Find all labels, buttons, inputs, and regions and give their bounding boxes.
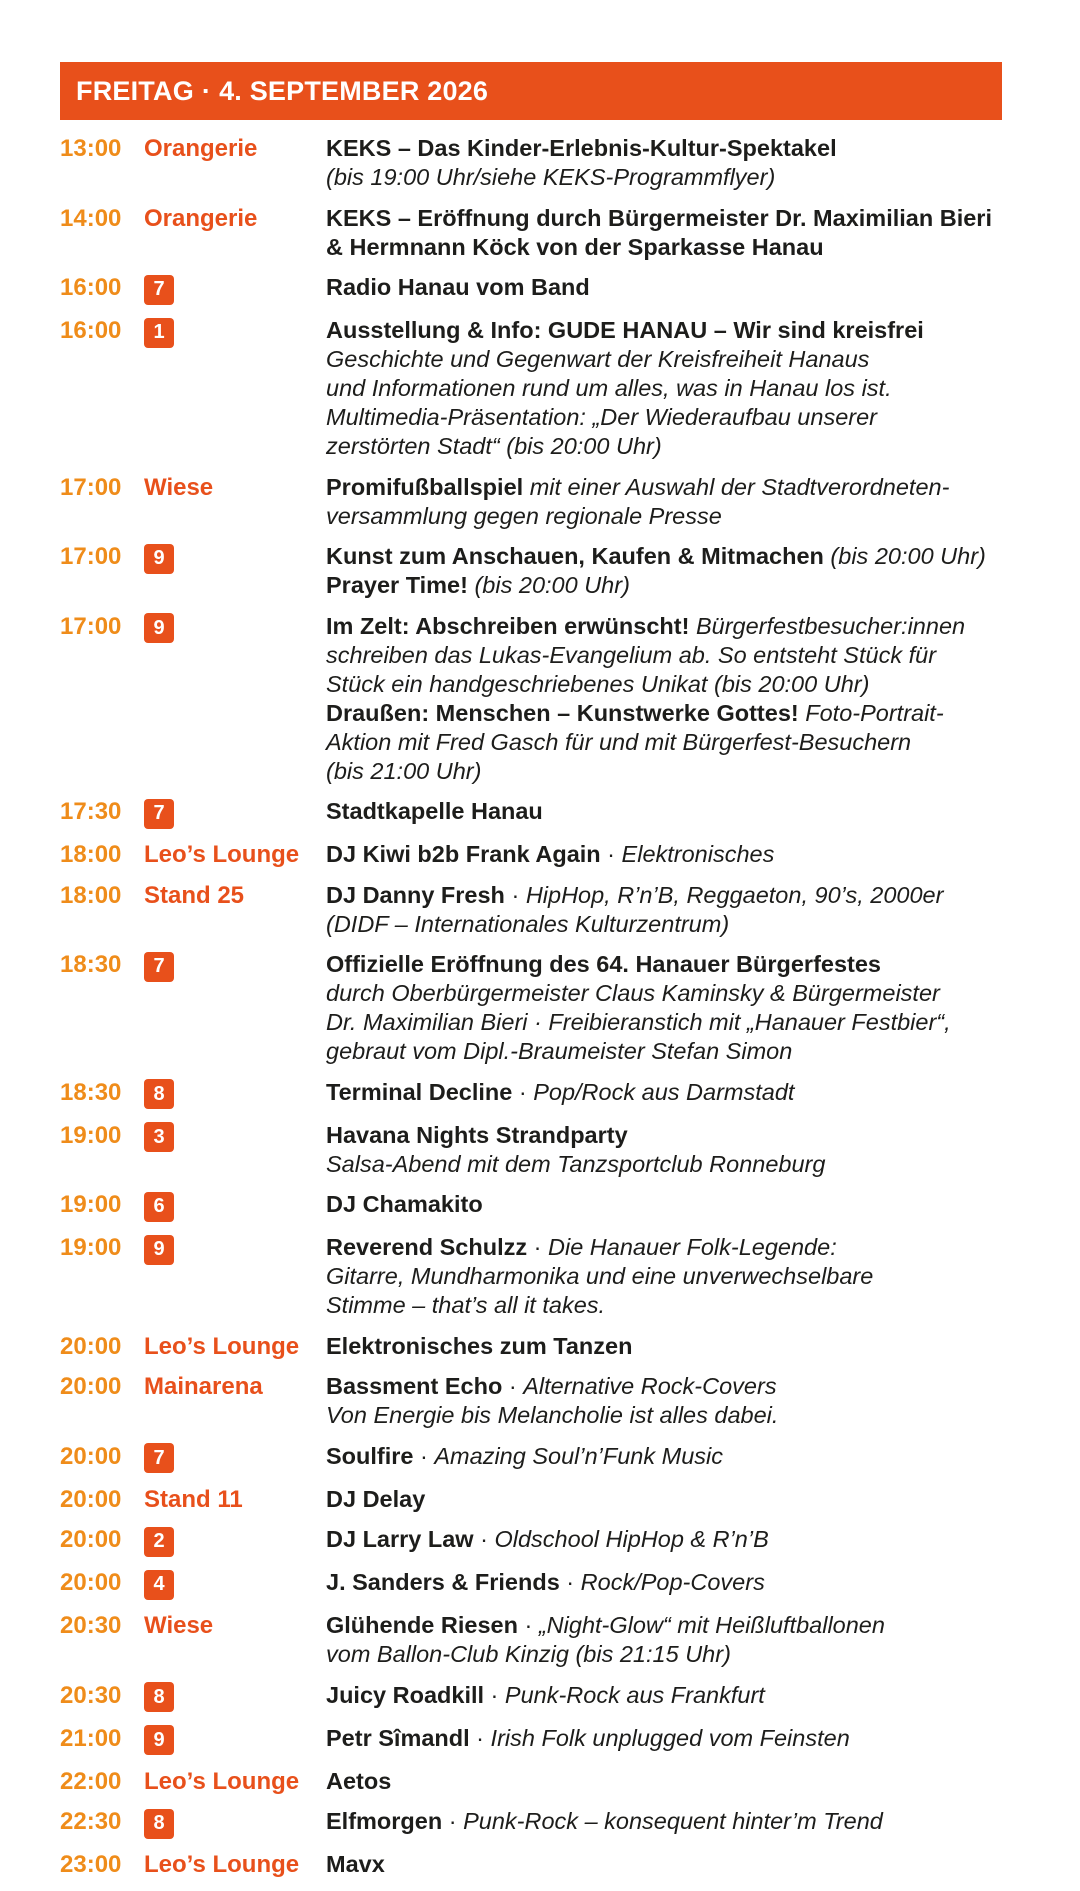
description-line [326, 840, 1020, 869]
event-row [60, 542, 1020, 600]
event-detail: Gitarre, Mundharmonika und eine unverwechselbare [326, 1263, 874, 1289]
event-detail: (DIDF – Internationales Kulturzentrum) [326, 910, 730, 937]
stage-number-badge: 7 [144, 952, 174, 982]
event-description [326, 612, 1020, 786]
event-detail: versammlung gegen regionale Presse [326, 502, 722, 529]
separator-dot: · [517, 1612, 539, 1638]
event-location [144, 1724, 326, 1756]
event-row [60, 797, 1020, 829]
description-line [326, 571, 1020, 600]
description-line [326, 1372, 1020, 1401]
description-line [326, 1037, 1020, 1066]
event-title: Reverend Schulzz [326, 1234, 528, 1260]
event-time: 20:00 [60, 1569, 122, 1596]
description-line [326, 699, 1020, 728]
event-title: Im Zelt: Abschreiben erwünscht! [326, 612, 690, 639]
event-location: Wiese [144, 1612, 214, 1639]
event-row [60, 1121, 1020, 1179]
event-description [326, 950, 1020, 1066]
event-title: Aetos [326, 1767, 392, 1794]
event-time: 20:00 [60, 1526, 122, 1553]
event-location: Stand 25 [144, 881, 245, 909]
event-time: 22:30 [60, 1808, 122, 1835]
event-detail: Foto-Portrait- [798, 699, 944, 726]
day-header [60, 62, 1002, 120]
event-title: KEKS – Das Kinder-Erlebnis-Kultur-Spektakel [326, 135, 837, 161]
event-list [60, 134, 1020, 1891]
event-description [326, 1121, 1020, 1179]
event-title: DJ Chamakito [326, 1191, 483, 1217]
description-line [326, 1291, 1020, 1320]
header-separator: · [201, 75, 212, 106]
event-description [326, 881, 1020, 939]
event-title: Havana Nights Strandparty [326, 1121, 628, 1148]
description-line [326, 910, 1020, 939]
event-time: 19:00 [60, 1234, 122, 1261]
event-title: Petr Sîmandl [326, 1724, 470, 1751]
event-time: 20:00 [60, 1373, 122, 1400]
event-time: 18:00 [60, 881, 122, 909]
header-date: 4. SEPTEMBER 2026 [219, 75, 489, 106]
description-line [326, 950, 1020, 979]
event-location [144, 1078, 326, 1110]
separator-dot: · [442, 1808, 464, 1834]
event-detail: zerstörten Stadt“ (bis 20:00 Uhr) [326, 433, 662, 459]
event-detail: Punk-Rock aus Frankfurt [504, 1681, 765, 1708]
event-detail: „Night-Glow“ mit Heißluftballonen [538, 1612, 885, 1638]
event-time: 17:00 [60, 612, 122, 640]
description-line [326, 473, 1020, 502]
event-time: 20:30 [60, 1681, 122, 1709]
event-description [326, 1611, 1020, 1669]
event-time: 18:30 [60, 1078, 122, 1106]
stage-number-badge: 7 [144, 799, 174, 829]
event-row [60, 1078, 1020, 1110]
event-detail: Bürgerfestbesucher:innen [689, 612, 966, 639]
event-title: KEKS – Eröffnung durch Bürgermeister Dr. Maximilian Bieri [326, 204, 992, 231]
description-line [326, 1807, 1020, 1836]
description-line [326, 1190, 1020, 1219]
event-row [60, 840, 1020, 869]
event-description [326, 840, 1020, 869]
header-day: FREITAG [76, 75, 194, 106]
description-line [326, 1640, 1020, 1669]
event-detail: Stück ein handgeschriebenes Unikat (bis 20:00 Uhr) [326, 670, 870, 697]
event-location [144, 316, 326, 461]
event-row [60, 1767, 1020, 1796]
event-detail: (bis 19:00 Uhr/siehe KEKS-Programmflyer) [326, 164, 776, 190]
event-location [144, 542, 326, 600]
description-line [326, 374, 1020, 403]
event-title: DJ Larry Law [326, 1526, 474, 1552]
event-time: 17:00 [60, 543, 122, 570]
event-row [60, 881, 1020, 939]
description-line [326, 542, 1020, 571]
event-title: Elektronisches zum Tanzen [326, 1332, 633, 1359]
event-location: Leo’s Lounge [144, 1851, 300, 1878]
event-title: Draußen: Menschen – Kunstwerke Gottes! [326, 699, 799, 726]
event-detail: Stimme – that’s all it takes. [326, 1292, 606, 1318]
event-row [60, 1485, 1020, 1514]
event-detail: HipHop, R’n’B, Reggaeton, 90’s, 2000er [525, 881, 944, 908]
event-description [326, 542, 1020, 600]
event-description [326, 1442, 1020, 1474]
description-line [326, 432, 1020, 461]
description-line [326, 797, 1020, 826]
event-detail: durch Oberbürgermeister Claus Kaminsky & Bürgermeister [326, 980, 940, 1006]
description-line [326, 1442, 1020, 1471]
description-line [326, 641, 1020, 670]
event-detail: Salsa-Abend mit dem Tanzsportclub Ronneburg [326, 1150, 826, 1177]
event-row [60, 1190, 1020, 1222]
event-time: 16:00 [60, 317, 122, 344]
event-location [144, 1121, 326, 1179]
event-row [60, 204, 1020, 262]
separator-dot: · [473, 1526, 495, 1552]
description-line [326, 979, 1020, 1008]
separator-dot: · [413, 1442, 435, 1469]
event-description [326, 1767, 1020, 1796]
event-row [60, 1724, 1020, 1756]
event-time: 18:30 [60, 951, 122, 978]
event-title: & Hermnann Köck von der Sparkasse Hanau [326, 233, 824, 260]
event-detail: Von Energie bis Melancholie ist alles dabei. [326, 1402, 779, 1428]
description-line [326, 1525, 1020, 1554]
event-description [326, 1078, 1020, 1110]
event-detail: Die Hanauer Folk-Legende: [548, 1234, 837, 1260]
stage-number-badge: 9 [144, 544, 174, 574]
event-detail: (bis 21:00 Uhr) [326, 757, 482, 784]
description-line [326, 403, 1020, 432]
event-detail: Rock/Pop-Covers [580, 1569, 765, 1595]
stage-number-badge: 4 [144, 1570, 174, 1600]
separator-dot: · [504, 881, 526, 908]
event-detail: mit einer Auswahl der Stadtverordneten- [523, 473, 950, 500]
event-location: Stand 11 [144, 1485, 243, 1513]
event-detail: Elektronisches [621, 841, 775, 867]
description-line [326, 1724, 1020, 1753]
description-line [326, 345, 1020, 374]
event-row [60, 950, 1020, 1066]
event-row [60, 1850, 1020, 1879]
description-line [326, 134, 1020, 163]
event-detail: vom Ballon-Club Kinzig (bis 21:15 Uhr) [326, 1641, 731, 1667]
description-line [326, 1262, 1020, 1291]
event-location [144, 1233, 326, 1320]
event-location: Orangerie [144, 135, 258, 162]
event-time: 20:00 [60, 1485, 122, 1513]
event-title: Terminal Decline [326, 1078, 513, 1105]
event-row [60, 1807, 1020, 1839]
description-line [326, 1681, 1020, 1710]
description-line [326, 1401, 1020, 1430]
description-line [326, 316, 1020, 345]
event-row [60, 1332, 1020, 1361]
event-detail: Alternative Rock-Covers [523, 1373, 777, 1399]
description-line [326, 273, 1020, 302]
event-detail: Aktion mit Fred Gasch für und mit Bürgerfest-Besuchern [326, 728, 912, 755]
event-detail: Irish Folk unplugged vom Feinsten [490, 1724, 850, 1751]
event-description [326, 1568, 1020, 1600]
event-row [60, 273, 1020, 305]
event-description [326, 1724, 1020, 1756]
event-description [326, 273, 1020, 305]
description-line [326, 1233, 1020, 1262]
event-description [326, 473, 1020, 531]
stage-number-badge: 2 [144, 1527, 174, 1557]
description-line [326, 204, 1020, 233]
event-title: Radio Hanau vom Band [326, 274, 590, 300]
event-title: Promifußballspiel [326, 473, 524, 500]
stage-number-badge: 1 [144, 318, 174, 348]
stage-number-badge: 9 [144, 1725, 174, 1755]
event-title: Bassment Echo [326, 1373, 503, 1399]
event-detail: (bis 20:00 Uhr) [823, 543, 986, 569]
event-location: Leo’s Lounge [144, 1767, 300, 1795]
event-time: 13:00 [60, 135, 122, 162]
event-description [326, 1332, 1020, 1361]
stage-number-badge: 8 [144, 1682, 174, 1712]
event-description [326, 1190, 1020, 1222]
event-time: 17:30 [60, 798, 122, 825]
event-time: 21:00 [60, 1724, 122, 1752]
event-description [326, 204, 1020, 262]
event-detail: Oldschool HipHop & R’n’B [494, 1526, 769, 1552]
stage-number-badge: 6 [144, 1192, 174, 1222]
event-title: Glühende Riesen [326, 1612, 518, 1638]
event-title: DJ Delay [326, 1485, 426, 1512]
separator-dot: · [469, 1724, 491, 1751]
description-line [326, 612, 1020, 641]
event-location: Mainarena [144, 1373, 263, 1400]
description-line [326, 163, 1020, 192]
event-title: Mavx [326, 1851, 385, 1877]
event-location: Leo’s Lounge [144, 1332, 300, 1360]
description-line [326, 1150, 1020, 1179]
event-row [60, 316, 1020, 461]
event-title: DJ Kiwi b2b Frank Again [326, 841, 601, 867]
event-detail: schreiben das Lukas-Evangelium ab. So entsteht Stück für [326, 641, 937, 668]
event-location [144, 950, 326, 1066]
event-description [326, 1807, 1020, 1839]
description-line [326, 1850, 1020, 1879]
event-detail: Geschichte und Gegenwart der Kreisfreiheit Hanaus [326, 346, 870, 372]
event-time: 20:00 [60, 1442, 122, 1470]
description-line [326, 881, 1020, 910]
description-line [326, 1121, 1020, 1150]
event-detail: (bis 20:00 Uhr) [467, 572, 630, 598]
separator-dot: · [502, 1373, 524, 1399]
event-location [144, 797, 326, 829]
description-line [326, 757, 1020, 786]
stage-number-badge: 7 [144, 1443, 174, 1473]
description-line [326, 728, 1020, 757]
event-detail: Punk-Rock – konsequent hinter’m Trend [463, 1808, 883, 1834]
event-location [144, 1190, 326, 1222]
event-description [326, 316, 1020, 461]
event-row [60, 1233, 1020, 1320]
event-title: Stadtkapelle Hanau [326, 798, 543, 824]
description-line [326, 502, 1020, 531]
separator-dot: · [600, 841, 622, 867]
stage-number-badge: 7 [144, 275, 174, 305]
stage-number-badge: 8 [144, 1079, 174, 1109]
event-time: 14:00 [60, 204, 122, 232]
event-row [60, 1681, 1020, 1713]
event-row [60, 1568, 1020, 1600]
separator-dot: · [484, 1681, 505, 1708]
event-row [60, 473, 1020, 531]
event-detail: Dr. Maximilian Bieri · Freibieranstich mit „Hanauer Festbier“, [326, 1009, 951, 1035]
event-location [144, 612, 326, 786]
event-time: 18:00 [60, 841, 122, 868]
event-location [144, 273, 326, 305]
event-detail: und Informationen rund um alles, was in Hanau los ist. [326, 375, 892, 401]
event-description [326, 1525, 1020, 1557]
event-description [326, 134, 1020, 192]
event-time: 22:00 [60, 1767, 122, 1795]
event-location [144, 1525, 326, 1557]
description-line [326, 1767, 1020, 1796]
description-line [326, 1008, 1020, 1037]
event-title: Offizielle Eröffnung des 64. Hanauer Bürgerfestes [326, 951, 881, 977]
description-line [326, 1078, 1020, 1107]
event-row [60, 612, 1020, 786]
event-title: Kunst zum Anschauen, Kaufen & Mitmachen [326, 543, 824, 569]
description-line [326, 233, 1020, 262]
event-row [60, 1442, 1020, 1474]
event-location [144, 1681, 326, 1713]
event-title: Prayer Time! [326, 572, 468, 598]
event-time: 16:00 [60, 274, 122, 301]
event-time: 20:30 [60, 1612, 122, 1639]
event-title: Ausstellung & Info: GUDE HANAU – Wir sind kreisfrei [326, 317, 924, 343]
event-time: 23:00 [60, 1851, 122, 1878]
event-location: Orangerie [144, 204, 258, 232]
event-description [326, 1485, 1020, 1514]
description-line [326, 1485, 1020, 1514]
event-title: Elfmorgen [326, 1808, 443, 1834]
event-location [144, 1568, 326, 1600]
separator-dot: · [527, 1234, 549, 1260]
event-time: 19:00 [60, 1191, 122, 1218]
event-time: 20:00 [60, 1332, 122, 1360]
event-detail: Multimedia-Präsentation: „Der Wiederaufbau unserer [326, 404, 877, 430]
description-line [326, 670, 1020, 699]
event-title: Soulfire [326, 1442, 414, 1469]
event-description [326, 1850, 1020, 1879]
stage-number-badge: 9 [144, 1235, 174, 1265]
description-line [326, 1332, 1020, 1361]
event-detail: Amazing Soul’n’Funk Music [434, 1442, 724, 1469]
event-location: Leo’s Lounge [144, 841, 300, 868]
event-description [326, 1372, 1020, 1430]
event-description [326, 1681, 1020, 1713]
event-time: 19:00 [60, 1121, 122, 1149]
event-title: DJ Danny Fresh [326, 881, 505, 908]
event-row [60, 1372, 1020, 1430]
event-time: 17:00 [60, 473, 122, 501]
stage-number-badge: 8 [144, 1809, 174, 1839]
event-detail: gebraut vom Dipl.-Braumeister Stefan Simon [326, 1038, 793, 1064]
event-location [144, 1807, 326, 1839]
event-detail: Pop/Rock aus Darmstadt [533, 1078, 795, 1105]
separator-dot: · [559, 1569, 581, 1595]
separator-dot: · [512, 1078, 534, 1105]
description-line [326, 1611, 1020, 1640]
event-title: J. Sanders & Friends [326, 1569, 560, 1595]
event-row [60, 134, 1020, 192]
event-title: Juicy Roadkill [326, 1681, 485, 1708]
stage-number-badge: 9 [144, 613, 174, 643]
description-line [326, 1568, 1020, 1597]
event-location: Wiese [144, 473, 214, 501]
event-location [144, 1442, 326, 1474]
event-description [326, 1233, 1020, 1320]
stage-number-badge: 3 [144, 1122, 174, 1152]
event-row [60, 1525, 1020, 1557]
event-row [60, 1611, 1020, 1669]
event-description [326, 797, 1020, 829]
